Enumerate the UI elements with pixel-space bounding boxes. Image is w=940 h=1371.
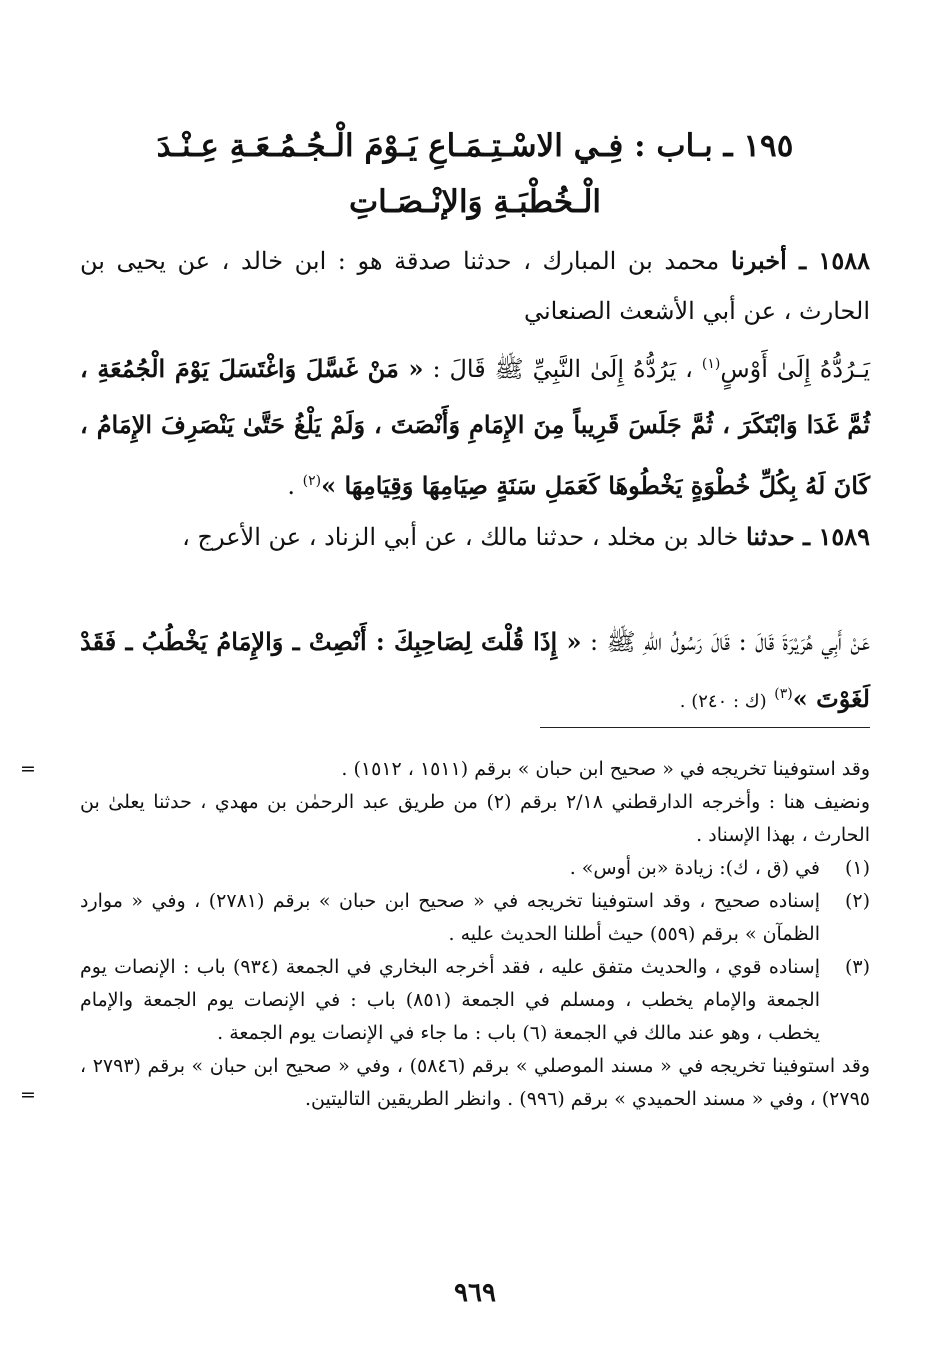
page-number: ٩٦٩	[454, 1278, 496, 1308]
footnote-continued-1: وقد استوفينا تخريجه في « صحيح ابن حبان » برقم (١٥١١ ، ١٥١٢) .	[341, 758, 870, 780]
footnote-2-number: (٢)	[844, 890, 870, 912]
footnote-ref-1: (١)	[701, 356, 721, 372]
footnote-divider	[540, 727, 870, 728]
hadith-1589-chain: خالد بن مخلد ، حدثنا مالك ، عن أبي الزناد ، عن الأعرج ،	[182, 523, 739, 551]
footnote-1	[80, 852, 870, 885]
hadith-1589-isnad	[80, 512, 870, 562]
chapter-heading-line-1: ١٩٥ ـ بـاب : فِـي الاسْـتِـمَـاعِ يَـوْمَ الْـجُـمُـعَـةِ عِـنْـدَ	[156, 128, 794, 164]
footnote-ref-3: (٣)	[774, 686, 793, 702]
continuation-mark-bottom: =	[20, 1084, 36, 1106]
matn-1588-end: .	[287, 472, 303, 500]
footnote-3-number: (٣)	[844, 956, 870, 978]
matn-1588-intro: يَـرُدُّهُ إِلَىٰ أَوْسٍ	[720, 355, 870, 383]
hadith-1589-number: ١٥٨٩ ـ حدثنا	[746, 522, 870, 551]
footnote-ref-2: (٢)	[302, 473, 322, 489]
hadith-1588-chain: محمد بن المبارك ، حدثنا صدقة هو : ابن خالد ، عن يحيى بن الحارث ، عن أبي الأشعث الصنعاني	[80, 247, 870, 325]
hadith-1588-isnad	[80, 236, 870, 336]
hadith-1588-matn	[80, 336, 870, 514]
matn-1589-intro: عَنْ أَبِي هُرَيْرَةَ قَالَ : قَالَ رَسُولُ اللهِ ﷺ :	[589, 628, 871, 656]
footnote-3	[80, 951, 870, 1050]
matn-1588-middle: ، يَرُدُّهُ إِلَىٰ النَّبِيِّ ﷺ قَالَ :	[432, 355, 693, 383]
chapter-heading	[80, 118, 870, 230]
footnote-1-number: (١)	[844, 857, 870, 879]
footnote-3-text: إسناده قوي ، والحديث متفق عليه ، فقد أخرجه البخاري في الجمعة (٩٣٤) باب : الإنصات يوم الجمعة والإمام يخطب ، ومسلم في الجمعة (٨٥١) باب : في الإنصات يوم الجمعة والإمام يخطب ، وهو عند مالك في الجمعة (٦) باب : ما جاء في الإنصات يوم الجمعة .	[80, 956, 821, 1044]
matn-1589-quote: « إِذَا قُلْتَ لِصَاحِبِكَ : أَنْصِتْ ـ وَالإِمَامُ يَخْطُبُ ـ فَقَدْ لَغَوْتَ »	[80, 627, 870, 713]
footnote-2-text: إسناده صحيح ، وقد استوفينا تخريجه في « صحيح ابن حبان » برقم (٢٧٨١) ، وفي « موارد الظمآن » برقم (٥٥٩) حيث أطلنا الحديث عليه .	[80, 890, 820, 945]
hadith-1589-matn	[80, 616, 870, 728]
matn-1588-quote: « مَنْ غَسَّلَ وَاغْتَسَلَ يَوْمَ الْجُمُعَةِ ، ثُمَّ غَدَا وَابْتَكَرَ ، ثُمَّ جَلَسَ قَرِيباً مِنَ الإِمَامِ وَأَنْصَتَ ، وَلَمْ يَلْغُ حَتَّىٰ يَنْصَرِفَ الإِمَامُ ، كَانَ لَهُ بِكُلِّ خُطْوَةٍ يَخْطُوهَا كَعَمَلِ سَنَةٍ صِيَامِهَا وَقِيَامِهَا »	[80, 354, 870, 500]
footnote-1-text: في (ق ، ك): زيادة «بن أوس» .	[569, 857, 820, 879]
kaf-reference: (ك : ٢٤٠) .	[679, 691, 767, 712]
continuation-mark-top: =	[20, 758, 36, 780]
footnote-continued-2: ونضيف هنا : وأخرجه الدارقطني ٢/١٨ برقم (٢) من طريق عبد الرحمٰن بن مهدي ، حدثنا يعلىٰ بن الحارث ، بهذا الإسناد .	[80, 791, 870, 846]
footnote-2	[80, 885, 870, 951]
footnote-3-continued	[80, 1050, 870, 1116]
hadith-1588-number: ١٥٨٨ ـ أخبرنا	[730, 246, 870, 275]
chapter-heading-line-2: الْـخُطْبَـةِ وَالإنْـصَـاتِ	[349, 184, 601, 220]
footnote-3-more-text: وقد استوفينا تخريجه في « مسند الموصلي » برقم (٥٨٤٦) ، وفي « صحيح ابن حبان » برقم (٢٧٩٣ ، ٢٧٩٥) ، وفي « مسند الحميدي » برقم (٩٩٦) . وانظر الطريقين التاليتين.	[80, 1055, 871, 1110]
footnotes	[20, 753, 871, 1116]
